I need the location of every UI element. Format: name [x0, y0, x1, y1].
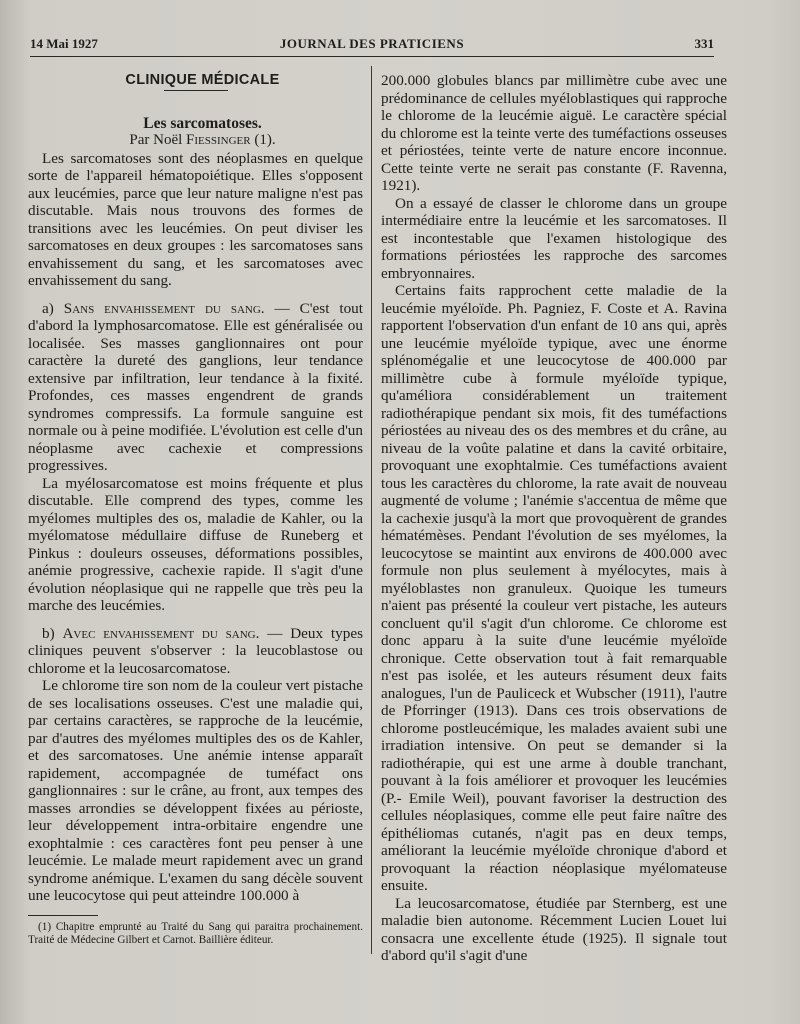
- subsection-a-heading: Sans envahissement du sang.: [63, 299, 265, 317]
- chlorome-paragraph: Le chlorome tire son nom de la couleur vert pistache de ses localisations osseuses. C'est une maladie qui, par certains caractères, se rapproche de la leucémie, par d'autres des myélomes multiples des os de Kahler, et des sarcomatoses. Une anémie intense apparaît rapidement, accompagnée de tuméfact ons ganglionnaires : sur le crâne, au front, aux tempes des masses arrondies se développent fixées au périoste, leur développement intra-orbitaire engendre une exophtalmie : ces caractères font peu penser à une leucémie. Le malade meurt rapidement avec un grand syndrome anémique. L'examen du sang décèle souvent une leucocytose qui peut atteindre 100.000 à: [28, 677, 363, 905]
- journal-title: JOURNAL DES PRATICIENS: [279, 36, 465, 51]
- right-paragraph-2: On a essayé de classer le chlorome dans un groupe intermédiaire entre la leucémie et les sarcomatoses. Il est incontestable que l'examen histologique des formations périostées les rapproche des sarcomes embryonnaires.: [381, 194, 727, 282]
- subsection-b-label: b): [42, 624, 63, 642]
- byline-prefix: Par Noël: [129, 132, 187, 149]
- section-heading: CLINIQUE MÉDICALE: [125, 72, 280, 88]
- footnote-rule: [28, 915, 98, 916]
- page-number: 331: [694, 36, 714, 51]
- left-column: [28, 72, 363, 947]
- column-divider: [371, 66, 372, 954]
- footnote-marker: (1).: [250, 132, 276, 149]
- subsection-b: [28, 625, 363, 678]
- subsection-b-text: — Deux types cliniques peuvent s'observer : la leucoblastose ou chlorome et la leucosarcomatose.: [28, 624, 363, 677]
- right-paragraph-4: La leucosarcomatose, étudiée par Sternberg, est une maladie bien autonome. Récemment Lucien Louet lui consacra une excellente étude (1925). Il signale tout d'abord qu'il s'agit d'une: [381, 894, 727, 964]
- subsection-a: [28, 300, 363, 475]
- subsection-b-heading: Avec envahissement du sang.: [62, 624, 260, 642]
- footnote-text: (1) Chapitre emprunté au Traité du Sang qui paraitra prochainement. Traité de Médecine Gilbert et Carnot. Baillière éditeur.: [28, 920, 363, 946]
- myelosarcomatose-paragraph: La myélosarcomatose est moins fréquente et plus discutable. Elle comprend des types, comme les myélomes multiples des os, maladie de Kahler, ou la myélomatose médullaire diffuse de Runeberg et Pinkus : douleurs osseuses, déformations possibles, anémie progressive, cachexie rapide. Il s'agit d'une évolution néoplasique qui ne rappelle que très peu la marche des leucémies.: [28, 474, 363, 615]
- section-underline: [164, 90, 228, 91]
- running-header: [30, 36, 714, 57]
- intro-paragraph: Les sarcomatoses sont des néoplasmes en quelque sorte de l'appareil hématopoiétique. Elles s'opposent aux leucémies, parce que leur nature maligne n'est pas discutable. Mais nous trouvons des formes de transitions avec les leucémies. On peut diviser les sarcomatoses en deux groupes : les sarcomatoses sans envahissement du sang, et les sarcomatoses avec envahissement du sang.: [28, 149, 363, 290]
- right-paragraph-3: Certains faits rapprochent cette maladie de la leucémie myéloïde. Ph. Pagniez, F. Coste et A. Ravina rapportent l'observation d'un enfant de 10 ans qui, après une leucémie myéloïde typique, avec une énorme splénomégalie et une leucocytose de 400.000 par millimètre cube à formule myéloïde typique, qu'améliora considérablement un traitement radiothérapique pendant six mois, fit des tuméfactions périostées au niveau des os des membres et du crâne, au niveau de la voûte palatine et dans la cavité orbitaire, provoquant une exophtalmie. Ces tuméfactions avaient tous les caractères du chlorome, la rate avait de nouveau augmenté de volume ; l'anémie s'accentua de même que la cachexie jusqu'à la mort que provoquèrent de grandes hématémèses. Pendant l'évolution de ses myélomes, la leucocytose se maintint aux environs de 400.000 avec formule non plus seulement à myélocytes, mais à myéloblastes non granuleux. Quoique les tumeurs n'aient pas présenté la couleur vert pistache, les auteurs concluent qu'il s'agit d'un chlorome. Ce chlorome est donc apparu à la suite d'une leucémie myéloïde chronique. Cette observation tout à fait remarquable n'est pas isolée, et les auteurs résument deux faits analogues, l'un de Pauliceck et Wubscher (1911), l'autre de Pforringer (1913). Dans ces trois observations de chlorome postleucémique, les malades avaient subi une irradiation intensive. On peut se demander si la radiothérapie, qui est une arme à double tranchant, pouvant à la fois améliorer et provoquer les leucémies (P.- Emile Weil), pouvant favoriser la destruction des cellules néoplasiques, comme elle peut faire naître des épithéliomas cutanés, n'agit pas en deux temps, améliorant la leucémie myéloïde chronique d'abord et provoquant la réaction néoplasique myélomateuse ensuite.: [381, 282, 727, 894]
- right-paragraph-1: 200.000 globules blancs par millimètre cube avec une prédominance de cellules myéloblastiques qui rapproche le chlorome de la leucémie aiguë. Le caractère spécial du chlorome est la teinte verte des tuméfactions osseuses et périostées, teinte verte de nature encore inconnue. Cette teinte verte ne serait pas constante (F. Ravenna, 1921).: [381, 72, 727, 194]
- right-column: [381, 72, 727, 965]
- byline: [28, 132, 363, 150]
- subsection-a-label: a): [42, 299, 64, 317]
- footnote: [28, 921, 363, 947]
- author-name: Fiessinger: [186, 132, 251, 149]
- issue-date: 14 Mai 1927: [30, 36, 98, 51]
- subsection-a-text: — C'est tout d'abord la lymphosarcomatose. Elle est généralisée ou localisée. Ses masses ganglionnaires ont pour caractère la dureté des ganglions, leur tendance extensive par infiltration, leur tendance à la fixité. Profondes, ces masses engendrent de grands syndromes compressifs. La formule sanguine est normale ou à peine modifiée. L'évolution est celle d'un néoplasme avec cachexie et compressions progressives.: [28, 299, 363, 475]
- article-title: Les sarcomatoses.: [143, 114, 262, 132]
